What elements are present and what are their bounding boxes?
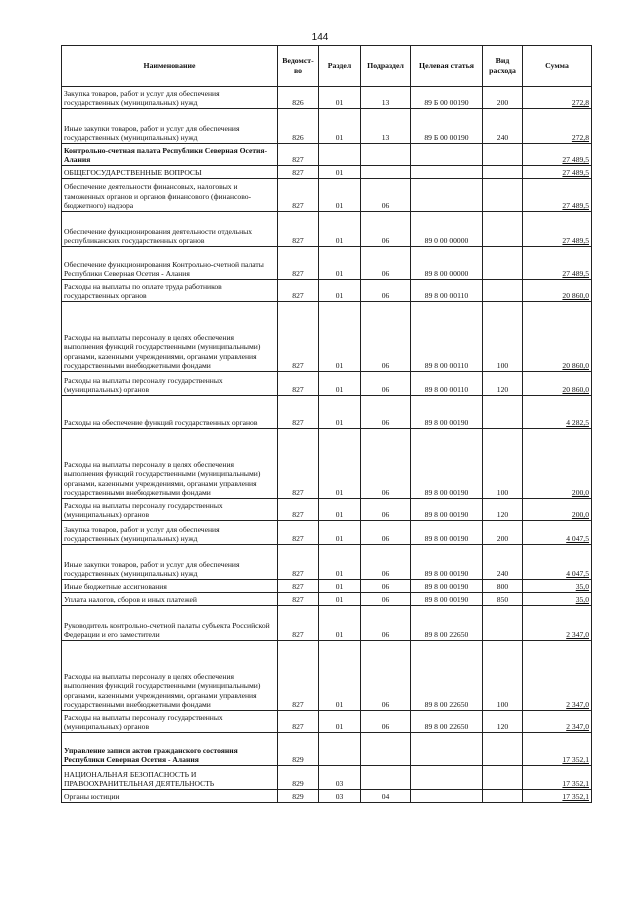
cell-summa: 2 347,0 [523, 711, 592, 733]
cell-summa: 272,8 [523, 109, 592, 144]
cell-tselevaya: 89 8 00 00190 [411, 429, 483, 499]
cell-summa: 17 352,1 [523, 733, 592, 766]
cell-tselevaya [411, 179, 483, 212]
cell-tselevaya: 89 8 00 00190 [411, 593, 483, 606]
cell-summa: 2 347,0 [523, 606, 592, 641]
cell-razdel: 01 [319, 396, 361, 429]
table-row [62, 790, 592, 803]
cell-vid [483, 396, 523, 429]
header-podrazdel: Подраздел [361, 46, 411, 87]
cell-vid [483, 179, 523, 212]
cell-razdel: 01 [319, 109, 361, 144]
cell-name: Расходы на выплаты персоналу в целях обеспечения выполнения функций государственными (муниципальными) органами, казенными учреждениями, органами управления государственными внебюджетными фондами [62, 641, 278, 711]
table-row [62, 179, 592, 212]
cell-podrazdel: 06 [361, 396, 411, 429]
cell-vedom: 827 [278, 606, 319, 641]
cell-vedom: 827 [278, 396, 319, 429]
cell-razdel: 01 [319, 641, 361, 711]
cell-podrazdel: 06 [361, 372, 411, 396]
cell-vid [483, 166, 523, 179]
cell-razdel: 01 [319, 179, 361, 212]
cell-vid: 120 [483, 499, 523, 521]
cell-razdel: 01 [319, 87, 361, 109]
cell-vedom: 827 [278, 593, 319, 606]
cell-razdel: 01 [319, 372, 361, 396]
cell-name: Расходы на выплаты персоналу государственных (муниципальных) органов [62, 499, 278, 521]
cell-tselevaya: 89 Б 00 00190 [411, 87, 483, 109]
cell-vedom: 827 [278, 545, 319, 580]
cell-razdel: 01 [319, 247, 361, 280]
cell-vid [483, 790, 523, 803]
cell-tselevaya: 89 8 00 22650 [411, 641, 483, 711]
cell-podrazdel: 06 [361, 302, 411, 372]
page-number: 144 [311, 32, 329, 43]
cell-name: Иные бюджетные ассигнования [62, 580, 278, 593]
table-row [62, 429, 592, 499]
cell-tselevaya: 89 0 00 00000 [411, 212, 483, 247]
cell-name: Контрольно-счетная палата Республики Северная Осетия-Алания [62, 144, 278, 166]
cell-vedom: 827 [278, 372, 319, 396]
cell-vedom: 826 [278, 87, 319, 109]
cell-tselevaya: 89 8 00 00190 [411, 499, 483, 521]
cell-razdel: 01 [319, 711, 361, 733]
table-row [62, 593, 592, 606]
cell-vid: 800 [483, 580, 523, 593]
table-row [62, 641, 592, 711]
cell-razdel [319, 733, 361, 766]
cell-podrazdel: 13 [361, 87, 411, 109]
cell-vid [483, 606, 523, 641]
cell-vid: 240 [483, 545, 523, 580]
cell-name: ОБЩЕГОСУДАРСТВЕННЫЕ ВОПРОСЫ [62, 166, 278, 179]
table-row [62, 144, 592, 166]
cell-vedom: 827 [278, 302, 319, 372]
cell-tselevaya [411, 790, 483, 803]
cell-podrazdel: 06 [361, 179, 411, 212]
cell-tselevaya: 89 8 00 00000 [411, 247, 483, 280]
cell-name: Обеспечение функционирования Контрольно-счетной палаты Республики Северная Осетия - Алания [62, 247, 278, 280]
cell-name: Расходы на выплаты персоналу в целях обеспечения выполнения функций государственными (муниципальными) органами, казенными учреждениями, органами управления государственными внебюджетными фондами [62, 302, 278, 372]
header-razdel: Раздел [319, 46, 361, 87]
cell-podrazdel: 06 [361, 280, 411, 302]
cell-summa: 35,0 [523, 580, 592, 593]
cell-vid: 200 [483, 87, 523, 109]
cell-name: Органы юстиции [62, 790, 278, 803]
table-row [62, 166, 592, 179]
cell-vedom: 826 [278, 109, 319, 144]
cell-tselevaya: 89 8 00 00190 [411, 521, 483, 545]
header-tselevaya: Целевая статья [411, 46, 483, 87]
cell-vid: 200 [483, 521, 523, 545]
cell-razdel: 03 [319, 790, 361, 803]
cell-name: Расходы на выплаты по оплате труда работников государственных органов [62, 280, 278, 302]
table-header-row [62, 46, 592, 87]
cell-name: Обеспечение функционирования деятельности отдельных республиканских государственных органов [62, 212, 278, 247]
cell-name: Руководитель контрольно-счетной палаты субъекта Российской Федерации и его заместители [62, 606, 278, 641]
cell-vid: 100 [483, 302, 523, 372]
cell-vid [483, 212, 523, 247]
cell-podrazdel: 06 [361, 711, 411, 733]
table-row [62, 766, 592, 790]
cell-tselevaya: 89 8 00 00190 [411, 545, 483, 580]
cell-podrazdel: 13 [361, 109, 411, 144]
table-row [62, 545, 592, 580]
table-row [62, 280, 592, 302]
cell-tselevaya: 89 Б 00 00190 [411, 109, 483, 144]
table-row [62, 580, 592, 593]
table-row [62, 606, 592, 641]
cell-name: Закупка товаров, работ и услуг для обеспечения государственных (муниципальных) нужд [62, 521, 278, 545]
table-row [62, 711, 592, 733]
cell-vid [483, 733, 523, 766]
cell-podrazdel [361, 733, 411, 766]
header-name: Наименование [62, 46, 278, 87]
table-body [62, 87, 592, 803]
cell-vedom: 829 [278, 733, 319, 766]
cell-vedom: 829 [278, 766, 319, 790]
cell-summa: 4 282,5 [523, 396, 592, 429]
cell-vedom: 827 [278, 179, 319, 212]
cell-vedom: 827 [278, 247, 319, 280]
cell-vid: 100 [483, 641, 523, 711]
cell-razdel: 01 [319, 545, 361, 580]
cell-vedom: 827 [278, 580, 319, 593]
cell-vedom: 827 [278, 429, 319, 499]
table-row [62, 212, 592, 247]
cell-tselevaya: 89 8 00 00110 [411, 372, 483, 396]
budget-table [61, 45, 592, 803]
cell-podrazdel [361, 144, 411, 166]
cell-podrazdel: 06 [361, 247, 411, 280]
cell-tselevaya [411, 166, 483, 179]
cell-razdel: 01 [319, 593, 361, 606]
cell-razdel: 01 [319, 280, 361, 302]
cell-razdel: 01 [319, 606, 361, 641]
cell-vedom: 827 [278, 280, 319, 302]
cell-name: Управление записи актов гражданского состояния Республики Северная Осетия - Алания [62, 733, 278, 766]
cell-summa: 27 489,5 [523, 144, 592, 166]
header-vid: Вид расхода [483, 46, 523, 87]
cell-summa: 200,0 [523, 499, 592, 521]
cell-vid: 100 [483, 429, 523, 499]
cell-vid: 120 [483, 711, 523, 733]
table-row [62, 302, 592, 372]
cell-podrazdel: 06 [361, 212, 411, 247]
cell-name: Расходы на выплаты персоналу в целях обеспечения выполнения функций государственными (муниципальными) органами, казенными учреждениями, органами управления государственными внебюджетными фондами [62, 429, 278, 499]
cell-tselevaya: 89 8 00 00190 [411, 396, 483, 429]
cell-name: Расходы на выплаты персоналу государственных (муниципальных) органов [62, 372, 278, 396]
cell-podrazdel: 06 [361, 545, 411, 580]
cell-vid: 850 [483, 593, 523, 606]
cell-razdel: 01 [319, 166, 361, 179]
cell-razdel: 01 [319, 580, 361, 593]
cell-vid: 120 [483, 372, 523, 396]
cell-name: Иные закупки товаров, работ и услуг для обеспечения государственных (муниципальных) нужд [62, 545, 278, 580]
cell-vedom: 827 [278, 711, 319, 733]
cell-name: НАЦИОНАЛЬНАЯ БЕЗОПАСНОСТЬ И ПРАВООХРАНИТЕЛЬНАЯ ДЕЯТЕЛЬНОСТЬ [62, 766, 278, 790]
table-row [62, 499, 592, 521]
cell-vedom: 827 [278, 166, 319, 179]
cell-vid [483, 280, 523, 302]
cell-podrazdel: 06 [361, 429, 411, 499]
table-row [62, 109, 592, 144]
cell-name: Расходы на выплаты персоналу государственных (муниципальных) органов [62, 711, 278, 733]
cell-vid [483, 766, 523, 790]
cell-razdel [319, 144, 361, 166]
cell-summa: 35,0 [523, 593, 592, 606]
cell-vid [483, 247, 523, 280]
cell-tselevaya: 89 8 00 00190 [411, 580, 483, 593]
cell-tselevaya: 89 8 00 22650 [411, 606, 483, 641]
cell-summa: 17 352,1 [523, 766, 592, 790]
cell-name: Иные закупки товаров, работ и услуг для обеспечения государственных (муниципальных) нужд [62, 109, 278, 144]
cell-razdel: 01 [319, 521, 361, 545]
cell-summa: 200,0 [523, 429, 592, 499]
cell-vedom: 827 [278, 144, 319, 166]
cell-vid: 240 [483, 109, 523, 144]
cell-tselevaya: 89 8 00 00110 [411, 280, 483, 302]
cell-razdel: 01 [319, 212, 361, 247]
cell-vid [483, 144, 523, 166]
cell-razdel: 03 [319, 766, 361, 790]
cell-vedom: 827 [278, 641, 319, 711]
cell-vedom: 827 [278, 499, 319, 521]
cell-summa: 27 489,5 [523, 212, 592, 247]
cell-vedom: 827 [278, 521, 319, 545]
cell-summa: 27 489,5 [523, 179, 592, 212]
cell-podrazdel: 06 [361, 580, 411, 593]
cell-summa: 27 489,5 [523, 166, 592, 179]
cell-podrazdel: 06 [361, 521, 411, 545]
table-row [62, 733, 592, 766]
table-row [62, 372, 592, 396]
cell-tselevaya: 89 8 00 00110 [411, 302, 483, 372]
header-summa: Сумма [523, 46, 592, 87]
cell-summa: 20 860,0 [523, 302, 592, 372]
cell-name: Расходы на обеспечение функций государственных органов [62, 396, 278, 429]
cell-summa: 20 860,0 [523, 372, 592, 396]
cell-podrazdel: 04 [361, 790, 411, 803]
cell-name: Обеспечение деятельности финансовых, налоговых и таможенных органов и органов финансового (финансово-бюджетного) надзора [62, 179, 278, 212]
cell-summa: 20 860,0 [523, 280, 592, 302]
cell-summa: 4 047,5 [523, 545, 592, 580]
cell-vedom: 829 [278, 790, 319, 803]
cell-vedom: 827 [278, 212, 319, 247]
cell-name: Закупка товаров, работ и услуг для обеспечения государственных (муниципальных) нужд [62, 87, 278, 109]
cell-razdel: 01 [319, 499, 361, 521]
cell-summa: 4 047,5 [523, 521, 592, 545]
cell-podrazdel: 06 [361, 499, 411, 521]
cell-summa: 272,8 [523, 87, 592, 109]
cell-podrazdel: 06 [361, 606, 411, 641]
cell-tselevaya [411, 733, 483, 766]
cell-tselevaya: 89 8 00 22650 [411, 711, 483, 733]
cell-podrazdel: 06 [361, 593, 411, 606]
cell-summa: 2 347,0 [523, 641, 592, 711]
table-row [62, 396, 592, 429]
cell-podrazdel: 06 [361, 641, 411, 711]
cell-tselevaya [411, 144, 483, 166]
cell-razdel: 01 [319, 429, 361, 499]
table-row [62, 247, 592, 280]
table-row [62, 521, 592, 545]
cell-podrazdel [361, 166, 411, 179]
table-row [62, 87, 592, 109]
cell-razdel: 01 [319, 302, 361, 372]
cell-summa: 17 352,1 [523, 790, 592, 803]
cell-name: Уплата налогов, сборов и иных платежей [62, 593, 278, 606]
cell-tselevaya [411, 766, 483, 790]
cell-podrazdel [361, 766, 411, 790]
cell-summa: 27 489,5 [523, 247, 592, 280]
header-vedom: Ведомст-во [278, 46, 319, 87]
